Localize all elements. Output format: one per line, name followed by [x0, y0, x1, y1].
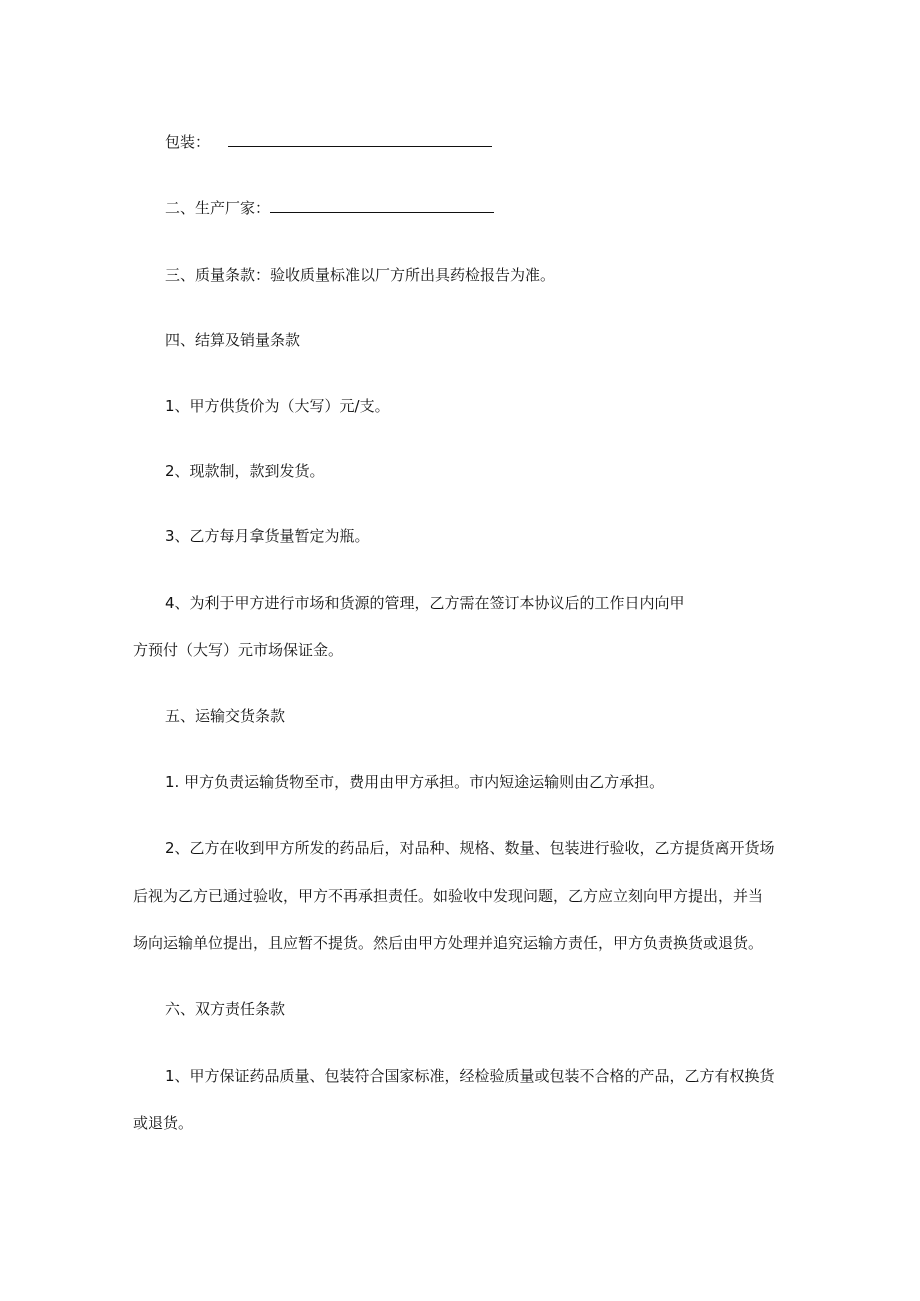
transport-item-2-line-1: 2、乙方在收到甲方所发的药品后，对品种、规格、数量、包装进行验收，乙方提货离开货场	[165, 839, 775, 857]
settlement-heading: 四、结算及销量条款	[165, 331, 301, 349]
quality-clause: 三、质量条款：验收质量标准以厂方所出具药检报告为准。	[165, 266, 556, 284]
transport-heading: 五、运输交货条款	[165, 707, 286, 725]
responsibility-heading: 六、双方责任条款	[165, 1000, 286, 1018]
transport-item-2-line-2: 后视为乙方已通过验收，甲方不再承担责任。如验收中发现问题，乙方应立刻向甲方提出，并当	[133, 887, 764, 905]
transport-item-1: 1. 甲方负责运输货物至市，费用由甲方承担。市内短途运输则由乙方承担。	[165, 773, 665, 791]
manufacturer-label: 二、生产厂家：	[165, 199, 271, 217]
transport-item-2-line-3: 场向运输单位提出，且应暂不提货。然后由甲方处理并追究运输方责任，甲方负责换货或退货。	[133, 934, 764, 952]
responsibility-item-1-line-1: 1、甲方保证药品质量、包装符合国家标准，经检验质量或包装不合格的产品，乙方有权换货	[165, 1067, 775, 1085]
manufacturer-blank-line	[270, 198, 494, 213]
packaging-blank-line	[228, 132, 492, 147]
settlement-item-4-line-2: 方预付（大写）元市场保证金。	[133, 641, 344, 659]
manufacturer-row	[0, 198, 920, 218]
settlement-item-1: 1、甲方供货价为（大写）元/支。	[165, 397, 390, 415]
packaging-label: 包装：	[165, 133, 211, 151]
settlement-item-2: 2、现款制，款到发货。	[165, 462, 325, 480]
settlement-item-3: 3、乙方每月拿货量暂定为瓶。	[165, 527, 370, 545]
responsibility-item-1-line-2: 或退货。	[133, 1114, 194, 1132]
settlement-item-4-line-1: 4、为利于甲方进行市场和货源的管理，乙方需在签订本协议后的工作日内向甲	[165, 594, 685, 612]
packaging-row	[0, 132, 920, 152]
